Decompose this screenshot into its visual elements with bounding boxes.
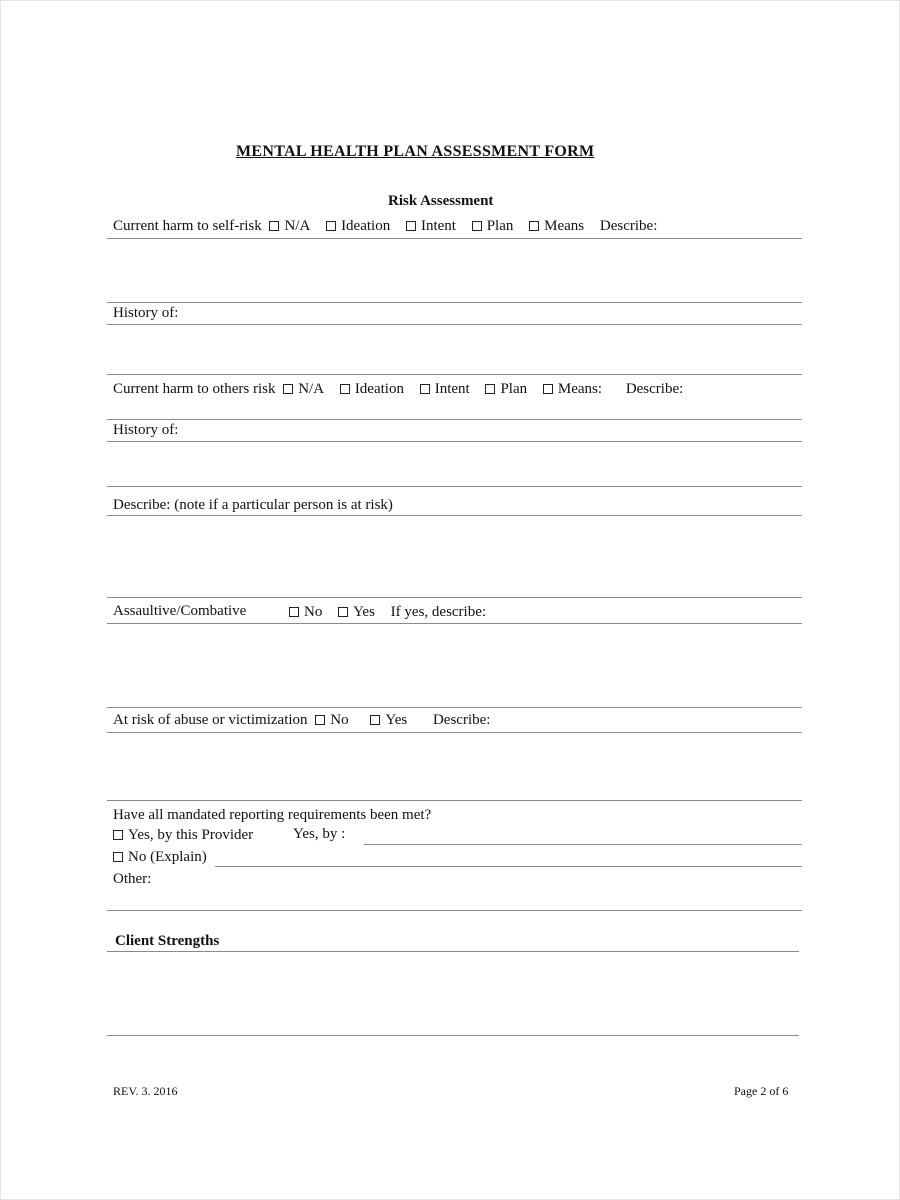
self-risk-row	[113, 217, 657, 235]
others-risk-intent-checkbox[interactable]	[420, 384, 430, 394]
client-strengths-line[interactable]	[107, 951, 799, 952]
abuse-line-2[interactable]	[107, 800, 802, 801]
self-risk-na-label: N/A	[284, 218, 311, 234]
person-at-risk-line[interactable]	[107, 515, 802, 516]
assaultive-line[interactable]	[107, 623, 802, 624]
self-risk-line	[107, 238, 802, 239]
abuse-line[interactable]	[107, 732, 802, 733]
abuse-no-checkbox[interactable]	[315, 715, 325, 725]
others-risk-row	[113, 380, 683, 398]
mandated-question: Have all mandated reporting requirements been met?	[113, 807, 432, 823]
abuse-yes-label: Yes	[385, 712, 408, 728]
client-strengths-line-2[interactable]	[107, 1035, 799, 1036]
abuse-yes-checkbox[interactable]	[370, 715, 380, 725]
assaultive-line-2[interactable]	[107, 707, 802, 708]
others-risk-plan-label: Plan	[500, 381, 528, 397]
self-history-line[interactable]	[107, 324, 802, 325]
others-risk-describe-label: Describe:	[625, 381, 684, 397]
self-risk-intent-label: Intent	[420, 218, 456, 234]
mandated-yes-provider-checkbox[interactable]	[113, 830, 123, 840]
mandated-yes-provider-row	[113, 826, 253, 844]
self-risk-label: Current harm to self-risk	[113, 218, 262, 234]
mandated-yes-by-label: Yes, by :	[293, 826, 346, 842]
assaultive-yes-checkbox[interactable]	[338, 607, 348, 617]
mandated-yes-provider-label: Yes, by this Provider	[128, 827, 254, 843]
person-at-risk-line-2[interactable]	[107, 597, 802, 598]
mandated-no-checkbox[interactable]	[113, 852, 123, 862]
form-title: MENTAL HEALTH PLAN ASSESSMENT FORM	[236, 143, 595, 160]
self-risk-plan-checkbox[interactable]	[472, 221, 482, 231]
others-risk-intent-label: Intent	[434, 381, 470, 397]
mandated-no-label: No (Explain)	[128, 849, 207, 865]
self-history-line-2[interactable]	[107, 374, 802, 375]
others-risk-plan-checkbox[interactable]	[485, 384, 495, 394]
others-risk-na-label: N/A	[298, 381, 325, 397]
others-risk-line[interactable]	[107, 419, 802, 420]
others-history-line-2[interactable]	[107, 486, 802, 487]
others-risk-means-label: Means:	[557, 381, 603, 397]
self-risk-means-checkbox[interactable]	[529, 221, 539, 231]
others-risk-means-checkbox[interactable]	[543, 384, 553, 394]
others-risk-na-checkbox[interactable]	[283, 384, 293, 394]
abuse-row	[113, 711, 490, 729]
self-risk-intent-checkbox[interactable]	[406, 221, 416, 231]
assaultive-label: Assaultive/Combative	[113, 603, 247, 619]
others-risk-label: Current harm to others risk	[113, 381, 276, 397]
section-title: Risk Assessment	[388, 193, 494, 209]
self-risk-ideation-checkbox[interactable]	[326, 221, 336, 231]
mandated-no-explain-line[interactable]	[215, 866, 802, 867]
self-risk-describe-line[interactable]	[107, 302, 802, 303]
self-history-label: History of:	[113, 305, 179, 321]
assaultive-options	[289, 603, 486, 621]
self-risk-plan-label: Plan	[486, 218, 514, 234]
others-risk-ideation-checkbox[interactable]	[340, 384, 350, 394]
self-risk-na-checkbox[interactable]	[269, 221, 279, 231]
mandated-yes-by-line[interactable]	[364, 844, 802, 845]
mandated-other-label: Other:	[113, 871, 152, 887]
page-number: Page 2 of 6	[734, 1084, 789, 1098]
mandated-no-row	[113, 848, 207, 866]
assaultive-describe-label: If yes, describe:	[390, 604, 487, 620]
client-strengths-label: Client Strengths	[115, 933, 220, 949]
abuse-no-label: No	[330, 712, 349, 728]
others-risk-ideation-label: Ideation	[354, 381, 404, 397]
abuse-label: At risk of abuse or victimization	[113, 712, 308, 728]
revision-label: REV. 3. 2016	[113, 1084, 178, 1098]
person-at-risk-label: Describe: (note if a particular person is at risk)	[113, 497, 393, 513]
others-history-label: History of:	[113, 422, 179, 438]
abuse-describe-label: Describe:	[432, 712, 491, 728]
mandated-other-line[interactable]	[107, 910, 802, 911]
self-risk-means-label: Means	[544, 218, 585, 234]
self-risk-describe-label: Describe:	[599, 218, 658, 234]
self-risk-ideation-label: Ideation	[341, 218, 391, 234]
others-history-line[interactable]	[107, 441, 802, 442]
assaultive-no-checkbox[interactable]	[289, 607, 299, 617]
assaultive-no-label: No	[304, 604, 323, 620]
assaultive-yes-label: Yes	[353, 604, 375, 620]
